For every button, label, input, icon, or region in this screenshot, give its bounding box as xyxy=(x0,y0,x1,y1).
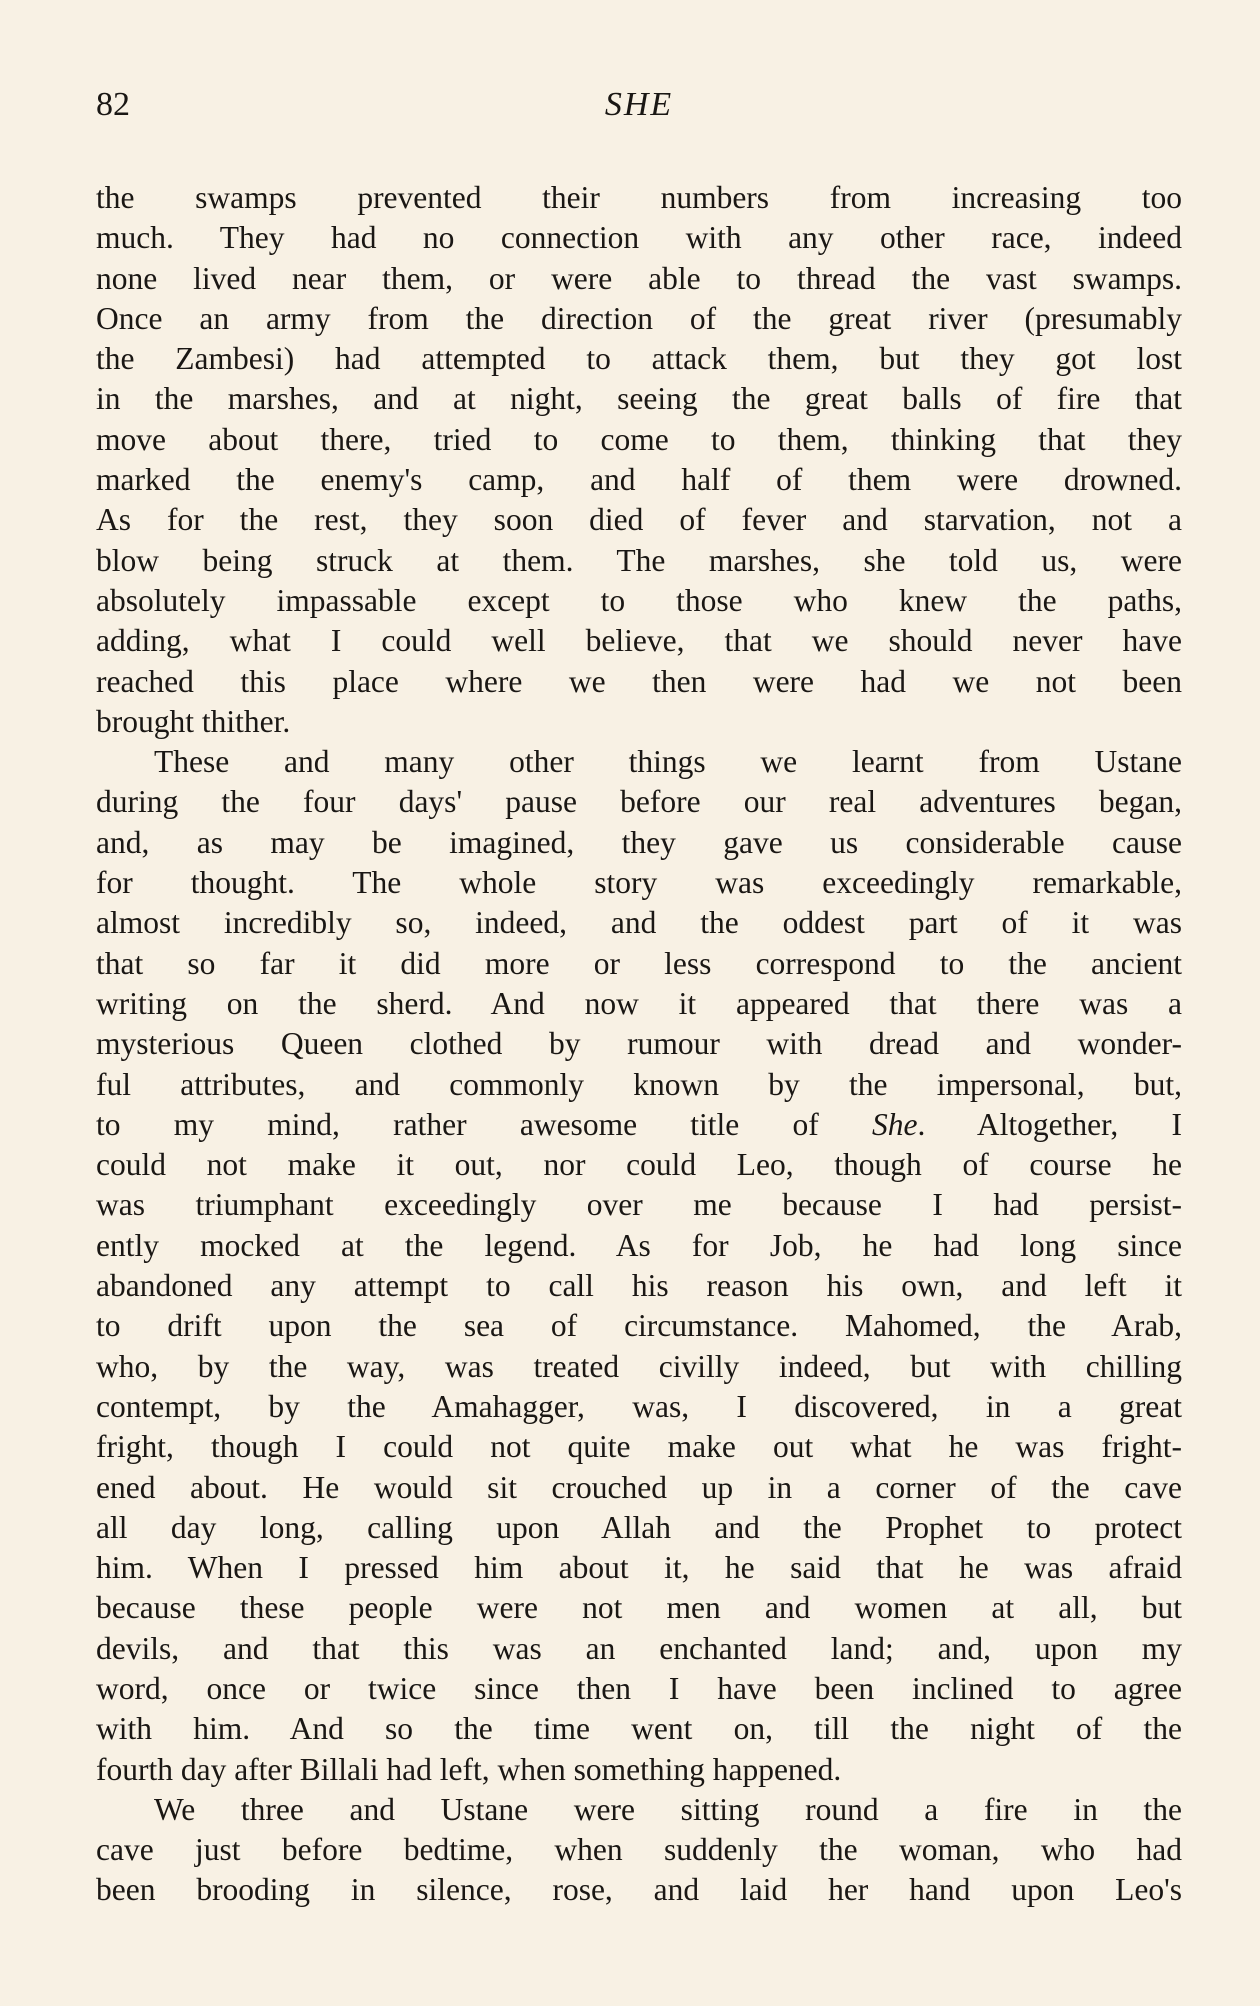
text-line: writing on the sherd. And now it appeared that there was a xyxy=(96,985,1182,1021)
text-line: mysterious Queen clothed by rumour with dread and wonder- xyxy=(96,1026,1182,1062)
text-line: that so far it did more or less correspond to the ancient xyxy=(96,945,1182,981)
text-line: ened about. He would sit crouched up in a corner of the cave xyxy=(96,1469,1182,1505)
text-line: absolutely impassable except to those who knew the paths, xyxy=(96,582,1182,618)
text-line: ently mocked at the legend. As for Job, he had long since xyxy=(96,1227,1182,1263)
text-line: ful attributes, and commonly known by the impersonal, but, xyxy=(96,1066,1182,1102)
text-line: Once an army from the direction of the great river (presumably xyxy=(96,300,1182,336)
text-line: cave just before bedtime, when suddenly the woman, who had xyxy=(96,1832,1182,1868)
text-line: contempt, by the Amahagger, was, I discovered, in a great xyxy=(96,1388,1182,1424)
text-line: during the four days' pause before our real adventures began, xyxy=(96,784,1182,820)
text-line: the swamps prevented their numbers from increasing too xyxy=(96,180,1182,215)
text-line: in the marshes, and at night, seeing the great balls of fire that xyxy=(96,381,1182,417)
paragraph xyxy=(96,178,1182,742)
paragraph xyxy=(96,742,1182,1790)
text-line: reached this place where we then were had we not been xyxy=(96,663,1182,699)
text-line: much. They had no connection with any other race, indeed xyxy=(96,220,1182,256)
text-line: brought thither. xyxy=(96,703,291,739)
text-line: devils, and that this was an enchanted land; and, upon my xyxy=(96,1630,1182,1666)
text-line: almost incredibly so, indeed, and the oddest part of it was xyxy=(96,905,1182,941)
running-title: SHE xyxy=(604,86,674,123)
text-line: been brooding in silence, rose, and laid her hand upon Leo's xyxy=(96,1872,1182,1908)
text-line: fourth day after Billali had left, when something happened. xyxy=(96,1751,842,1787)
running-head xyxy=(96,78,1182,134)
page-number: 82 xyxy=(96,86,130,123)
text-line: who, by the way, was treated civilly indeed, but with chilling xyxy=(96,1348,1182,1384)
text-line: blow being struck at them. The marshes, she told us, were xyxy=(96,542,1182,578)
body-text xyxy=(96,178,1182,1911)
text-line: adding, what I could well believe, that we should never have xyxy=(96,623,1182,659)
paragraph xyxy=(96,1790,1182,1911)
text-line: word, once or twice since then I have been inclined to agree xyxy=(96,1670,1182,1706)
text-line: for thought. The whole story was exceedingly remarkable, xyxy=(96,865,1182,901)
text-line: the Zambesi) had attempted to attack them, but they got lost xyxy=(96,341,1182,377)
text-line: because these people were not men and women at all, but xyxy=(96,1590,1182,1626)
book-page xyxy=(96,78,1182,1911)
text-line: move about there, tried to come to them, thinking that they xyxy=(96,421,1182,457)
text-line: These and many other things we learnt from Ustane xyxy=(154,744,1182,780)
text-line: As for the rest, they soon died of fever and starvation, not a xyxy=(96,502,1182,538)
text-line: abandoned any attempt to call his reason his own, and left it xyxy=(96,1268,1182,1304)
text-line: could not make it out, nor could Leo, though of course he xyxy=(96,1147,1182,1183)
text-line: none lived near them, or were able to thread the vast swamps. xyxy=(96,260,1182,296)
text-line: to drift upon the sea of circumstance. Mahomed, the Arab, xyxy=(96,1308,1182,1344)
text-line: to my mind, rather awesome title of She. Altogether, I xyxy=(96,1106,1182,1142)
text-line: marked the enemy's camp, and half of them were drowned. xyxy=(96,462,1182,498)
text-line: and, as may be imagined, they gave us considerable cause xyxy=(96,824,1182,860)
text-line: was triumphant exceedingly over me because I had persist- xyxy=(96,1187,1182,1223)
text-line: We three and Ustane were sitting round a fire in the xyxy=(154,1791,1182,1827)
text-line: him. When I pressed him about it, he said that he was afraid xyxy=(96,1550,1182,1586)
text-line: fright, though I could not quite make out what he was fright- xyxy=(96,1429,1182,1465)
text-line: all day long, calling upon Allah and the Prophet to protect xyxy=(96,1509,1182,1545)
text-line: with him. And so the time went on, till the night of the xyxy=(96,1711,1182,1747)
